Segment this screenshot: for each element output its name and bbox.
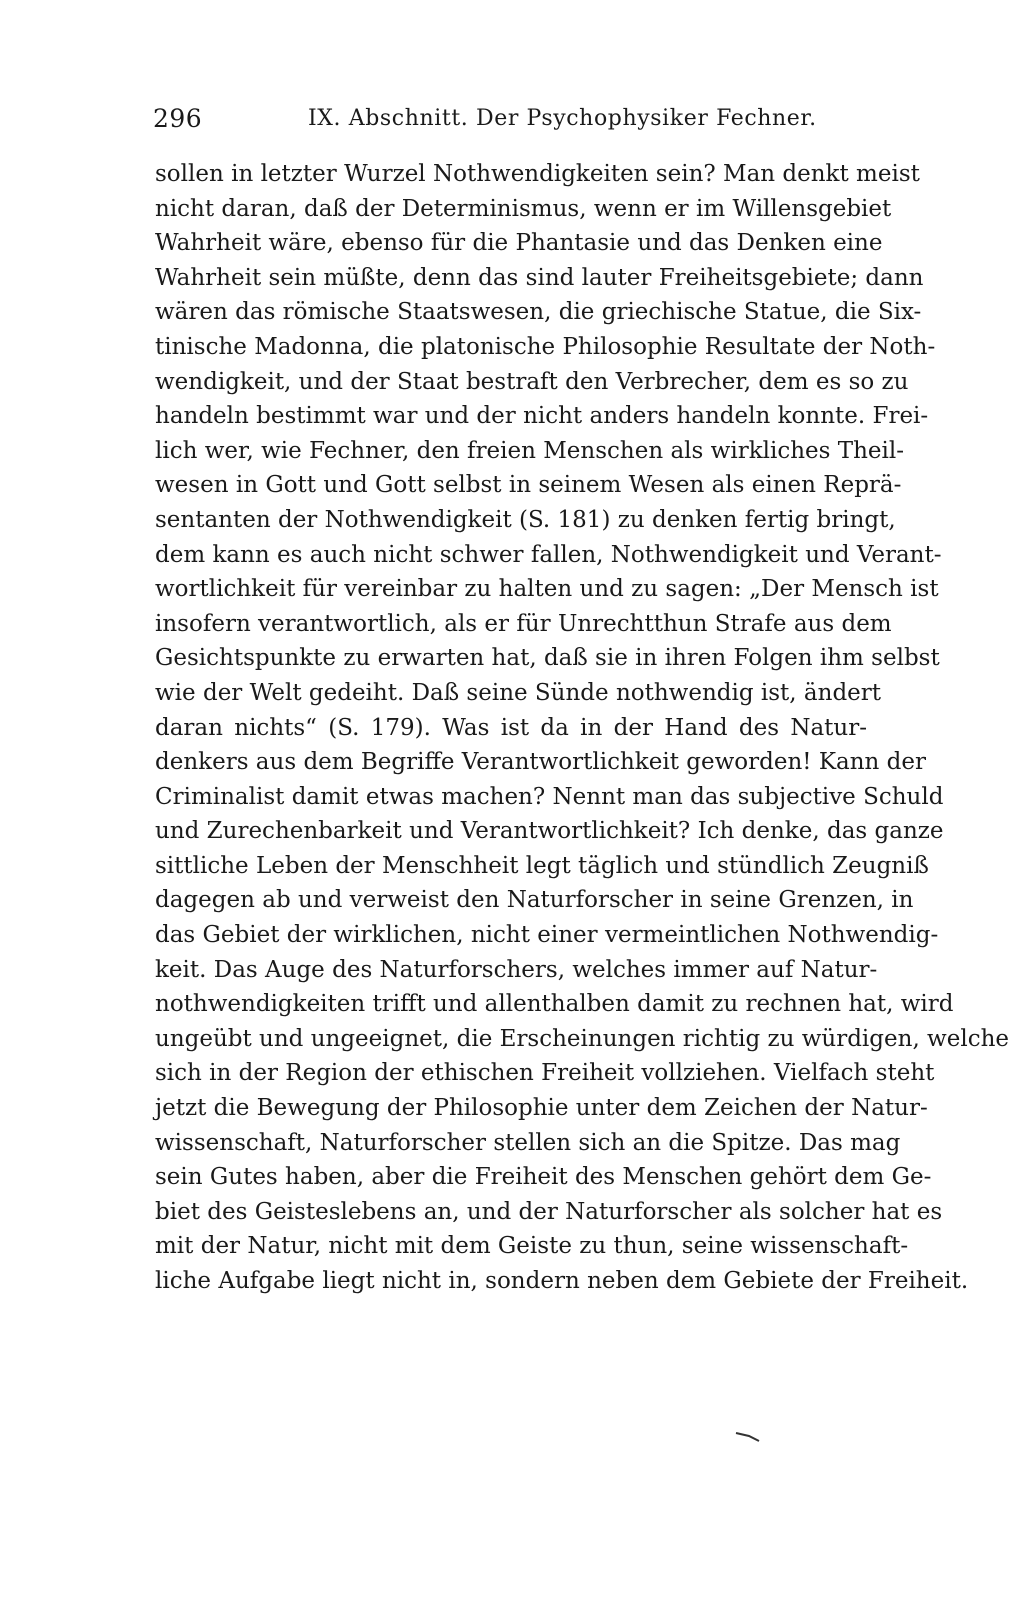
text-line: sich in der Region der ethischen Freiheit vollziehen. Vielfach steht [155, 1060, 935, 1087]
text-line: dagegen ab und verweist den Naturforscher in seine Grenzen, in [155, 887, 914, 914]
body-text [155, 157, 1009, 1299]
text-line: biet des Geisteslebens an, und der Naturforscher als solcher hat es [155, 1198, 943, 1225]
text-line: handeln bestimmt war und der nicht anders handeln konnte. Frei- [155, 403, 929, 430]
text-line: nothwendigkeiten trifft und allenthalben damit zu rechnen hat, wird [155, 991, 954, 1018]
text-line: keit. Das Auge des Naturforschers, welches immer auf Natur- [155, 956, 878, 983]
text-line: Wahrheit wäre, ebenso für die Phantasie und das Denken eine [155, 230, 883, 257]
text-line: Wahrheit sein müßte, denn das sind lauter Freiheitsgebiete; dann [155, 264, 924, 291]
text-line: wesen in Gott und Gott selbst in seinem Wesen als einen Reprä- [155, 472, 902, 499]
text-line: jetzt die Bewegung der Philosophie unter dem Zeichen der Natur- [155, 1095, 928, 1122]
text-line: sein Gutes haben, aber die Freiheit des Menschen gehört dem Ge- [155, 1164, 932, 1191]
text-line: insofern verantwortlich, als er für Unrechtthun Strafe aus dem [155, 610, 892, 637]
page-number: 296 [153, 104, 203, 133]
running-head: IX. Abschnitt. Der Psychophysiker Fechner. [308, 106, 817, 131]
text-line: wissenschaft, Naturforscher stellen sich an die Spitze. Das mag [155, 1129, 901, 1156]
text-line: daran nichts“ (S. 179). Was ist da in der Hand des Natur- [155, 714, 867, 741]
text-line: Criminalist damit etwas machen? Nennt man das subjective Schuld [155, 783, 944, 810]
text-line: und Zurechenbarkeit und Verantwortlichkeit? Ich denke, das ganze [155, 818, 944, 845]
text-line: dem kann es auch nicht schwer fallen, Nothwendigkeit und Verant- [155, 541, 942, 568]
text-line: nicht daran, daß der Determinismus, wenn er im Willensgebiet [155, 195, 892, 222]
text-line: tinische Madonna, die platonische Philosophie Resultate der Noth- [155, 333, 936, 360]
text-line: mit der Natur, nicht mit dem Geiste zu thun, seine wissenschaft- [155, 1233, 909, 1260]
text-line: sollen in letzter Wurzel Nothwendigkeiten sein? Man denkt meist [155, 161, 920, 187]
text-line: wären das römische Staatswesen, die griechische Statue, die Six- [155, 299, 922, 326]
text-line: lich wer, wie Fechner, den freien Menschen als wirkliches Theil- [155, 437, 905, 464]
text-line: Gesichtspunkte zu erwarten hat, daß sie in ihren Folgen ihm selbst [155, 645, 940, 672]
text-line: wie der Welt gedeiht. Daß seine Sünde nothwendig ist, ändert [155, 679, 882, 706]
text-line: das Gebiet der wirklichen, nicht einer vermeintlichen Nothwendig- [155, 922, 939, 949]
text-line: sentanten der Nothwendigkeit (S. 181) zu denken fertig bringt, [155, 506, 896, 533]
text-line: liche Aufgabe liegt nicht in, sondern neben dem Gebiete der Freiheit. [155, 1268, 969, 1294]
text-line: sittliche Leben der Menschheit legt täglich und stündlich Zeugniß [155, 852, 929, 879]
text-line: wortlichkeit für vereinbar zu halten und zu sagen: „Der Mensch ist [155, 576, 939, 603]
text-line: wendigkeit, und der Staat bestraft den Verbrecher, dem es so zu [155, 368, 909, 395]
page-header [153, 104, 873, 140]
text-line: ungeübt und ungeeignet, die Erscheinungen richtig zu würdigen, welche [155, 1025, 1009, 1052]
text-line: denkers aus dem Begriffe Verantwortlichkeit geworden! Kann der [155, 749, 926, 776]
ink-mark [735, 1430, 761, 1442]
